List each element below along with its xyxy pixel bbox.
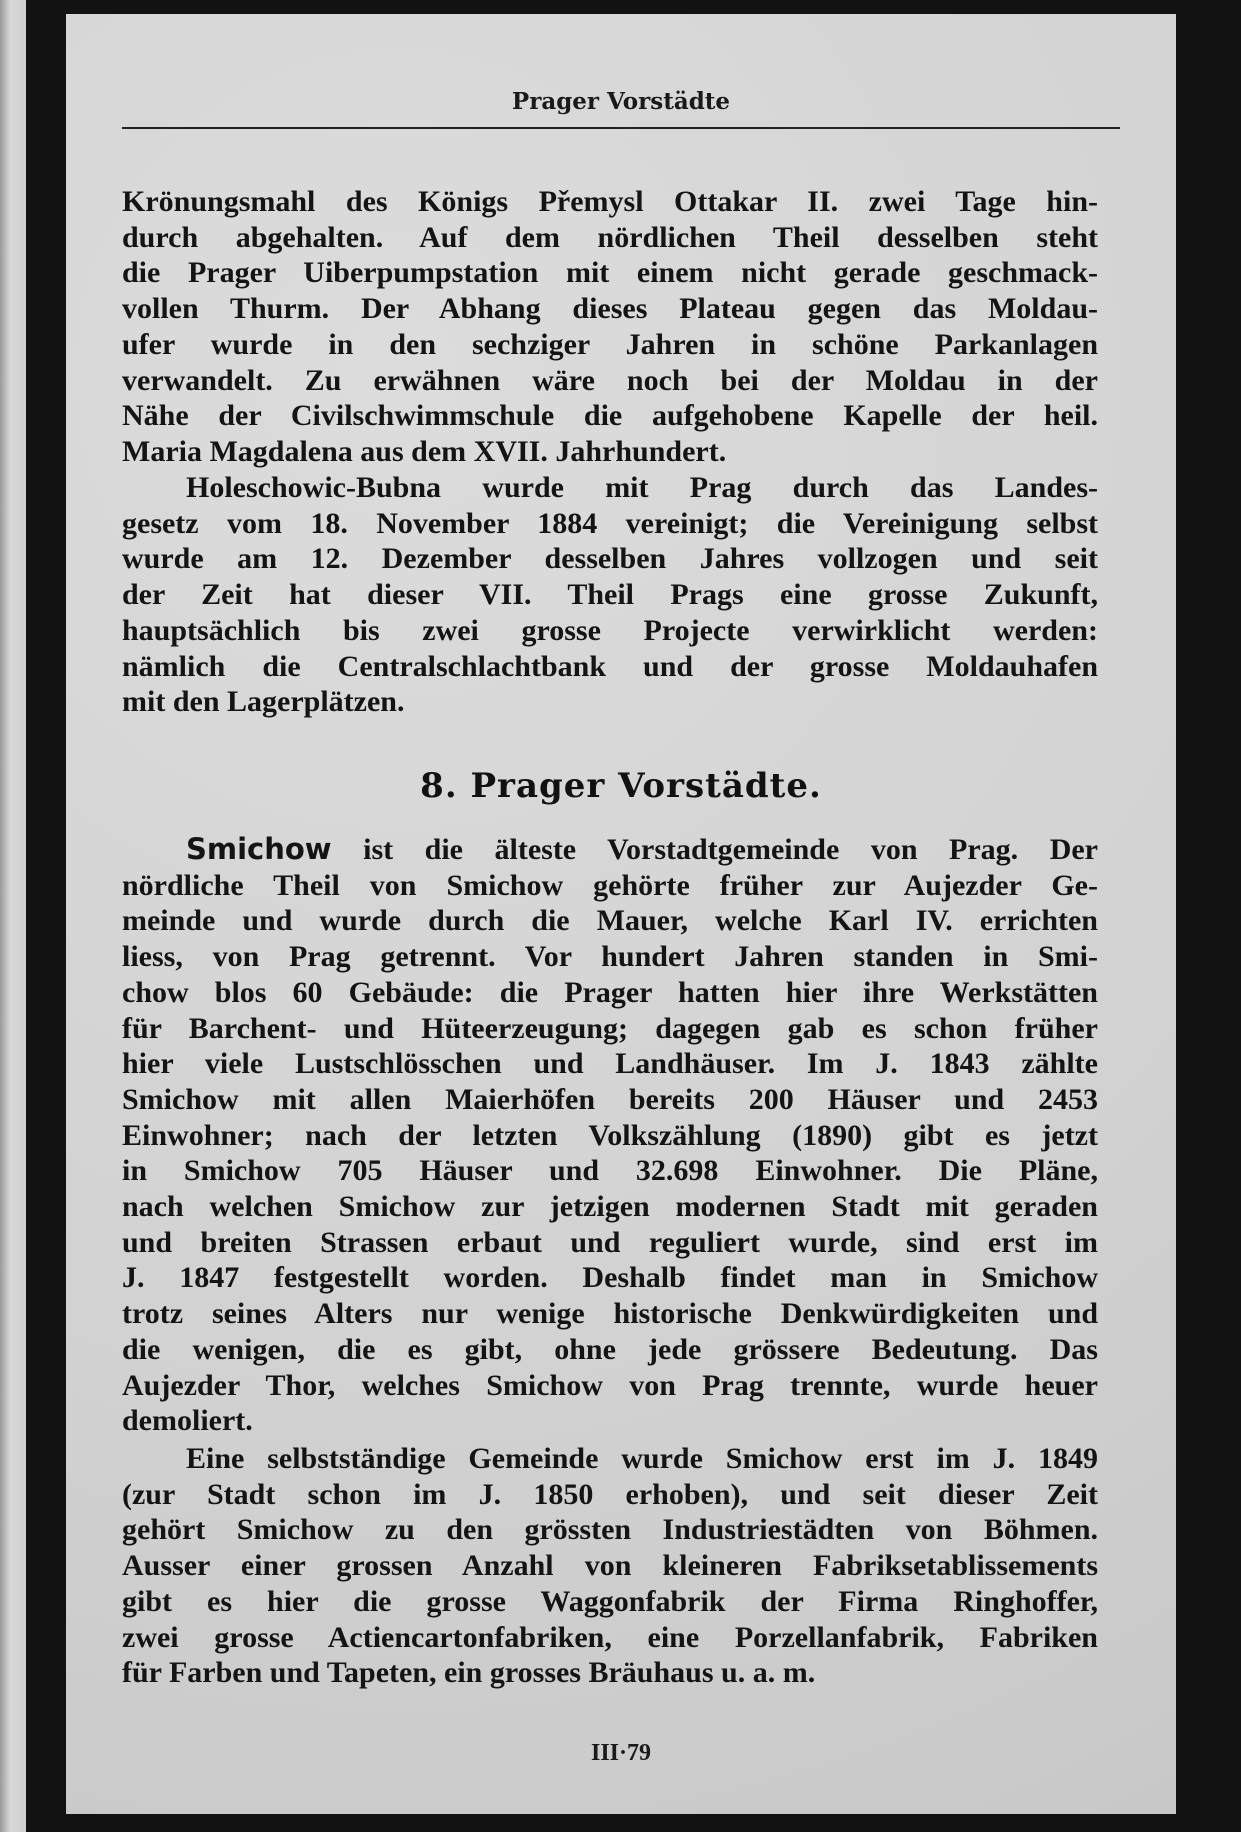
text-line: der Zeit hat dieser VII. Theil Prags eine grosse Zukunft,	[122, 578, 1098, 612]
text-line: Eine selbstständige Gemeinde wurde Smichow erst im J. 1849	[186, 1442, 1098, 1475]
text-line: wurde am 12. Dezember desselben Jahres vollzogen und seit	[122, 542, 1098, 576]
text-line: gibt es hier die grosse Waggonfabrik der Firma Ringhoffer,	[122, 1584, 1098, 1618]
lead-word: Smichow	[186, 832, 332, 866]
section-heading: 8. Prager Vorstädte.	[420, 766, 822, 806]
text-line: Aujezder Thor, welches Smichow von Prag trennte, wurde heuer	[122, 1368, 1098, 1402]
text-line: meinde und wurde durch die Mauer, welche Karl IV. errichten	[122, 904, 1098, 938]
text-line: nördliche Theil von Smichow gehörte früher zur Aujezder Ge-	[122, 868, 1098, 902]
text-line: J. 1847 festgestellt worden. Deshalb findet man in Smichow	[122, 1261, 1098, 1295]
text-line	[122, 832, 1098, 868]
text-line: demoliert.	[122, 1404, 253, 1438]
paragraph-3	[122, 832, 1098, 1439]
text-line: Smichow mit allen Maierhöfen bereits 200 Häuser und 2453	[122, 1082, 1098, 1116]
header-rule	[122, 127, 1120, 129]
text-line: verwandelt. Zu erwähnen wäre noch bei der Moldau in der	[122, 363, 1098, 397]
text-line: Krönungsmahl des Königs Přemysl Ottakar II. zwei Tage hin-	[122, 185, 1098, 218]
first-line-rest: ist die älteste Vorstadtgemeinde von Prag. Der	[331, 833, 1098, 866]
page-number: III·79	[590, 1740, 652, 1766]
text-line: hier viele Lustschlösschen und Landhäuser. Im J. 1843 zählte	[122, 1047, 1098, 1081]
paragraph-2	[122, 470, 1098, 720]
running-header: Prager Vorstädte	[511, 88, 731, 115]
text-line: liess, von Prag getrennt. Vor hundert Jahren standen in Smi-	[122, 940, 1098, 974]
text-line: die Prager Uiberpumpstation mit einem nicht gerade geschmack-	[122, 256, 1098, 290]
text-line: Maria Magdalena aus dem XVII. Jahrhundert.	[122, 434, 727, 468]
paragraph-1	[122, 184, 1098, 470]
paragraph-4	[122, 1441, 1098, 1691]
text-line: Holeschowic-Bubna wurde mit Prag durch das Landes-	[186, 471, 1098, 504]
text-line: trotz seines Alters nur wenige historische Denkwürdigkeiten und	[122, 1297, 1098, 1331]
text-line: chow blos 60 Gebäude: die Prager hatten hier ihre Werkstätten	[122, 975, 1098, 1009]
text-line: durch abgehalten. Auf dem nördlichen Theil desselben steht	[122, 220, 1098, 254]
text-line: für Farben und Tapeten, ein grosses Bräuhaus u. a. m.	[122, 1656, 816, 1690]
text-line: in Smichow 705 Häuser und 32.698 Einwohner. Die Pläne,	[122, 1154, 1098, 1188]
text-line: für Barchent- und Hüteerzeugung; dagegen gab es schon früher	[122, 1011, 1098, 1045]
text-line: Ausser einer grossen Anzahl von kleineren Fabriksetablissements	[122, 1549, 1098, 1583]
text-line: nämlich die Centralschlachtbank und der grosse Moldauhafen	[122, 649, 1098, 683]
text-line: zwei grosse Actiencartonfabriken, eine Porzellanfabrik, Fabriken	[122, 1620, 1098, 1654]
text-line: ufer wurde in den sechziger Jahren in schöne Parkanlagen	[122, 327, 1098, 361]
text-line: nach welchen Smichow zur jetzigen modernen Stadt mit geraden	[122, 1190, 1098, 1224]
text-line: und breiten Strassen erbaut und reguliert wurde, sind erst im	[122, 1225, 1098, 1259]
text-line: die wenigen, die es gibt, ohne jede grössere Bedeutung. Das	[122, 1332, 1098, 1366]
text-line: gesetz vom 18. November 1884 vereinigt; die Vereinigung selbst	[122, 506, 1098, 540]
book-page	[66, 14, 1176, 1814]
text-line: Nähe der Civilschwimmschule die aufgehobene Kapelle der heil.	[122, 399, 1098, 433]
text-line: Einwohner; nach der letzten Volkszählung (1890) gibt es jetzt	[122, 1118, 1098, 1152]
text-line: vollen Thurm. Der Abhang dieses Plateau gegen das Moldau-	[122, 292, 1098, 326]
text-line: mit den Lagerplätzen.	[122, 685, 405, 719]
text-line: gehört Smichow zu den grössten Industriestädten von Böhmen.	[122, 1513, 1098, 1547]
text-line: hauptsächlich bis zwei grosse Projecte verwirklicht werden:	[122, 613, 1098, 647]
text-line: (zur Stadt schon im J. 1850 erhoben), und seit dieser Zeit	[122, 1477, 1098, 1511]
adjacent-page-edge	[0, 0, 26, 1832]
